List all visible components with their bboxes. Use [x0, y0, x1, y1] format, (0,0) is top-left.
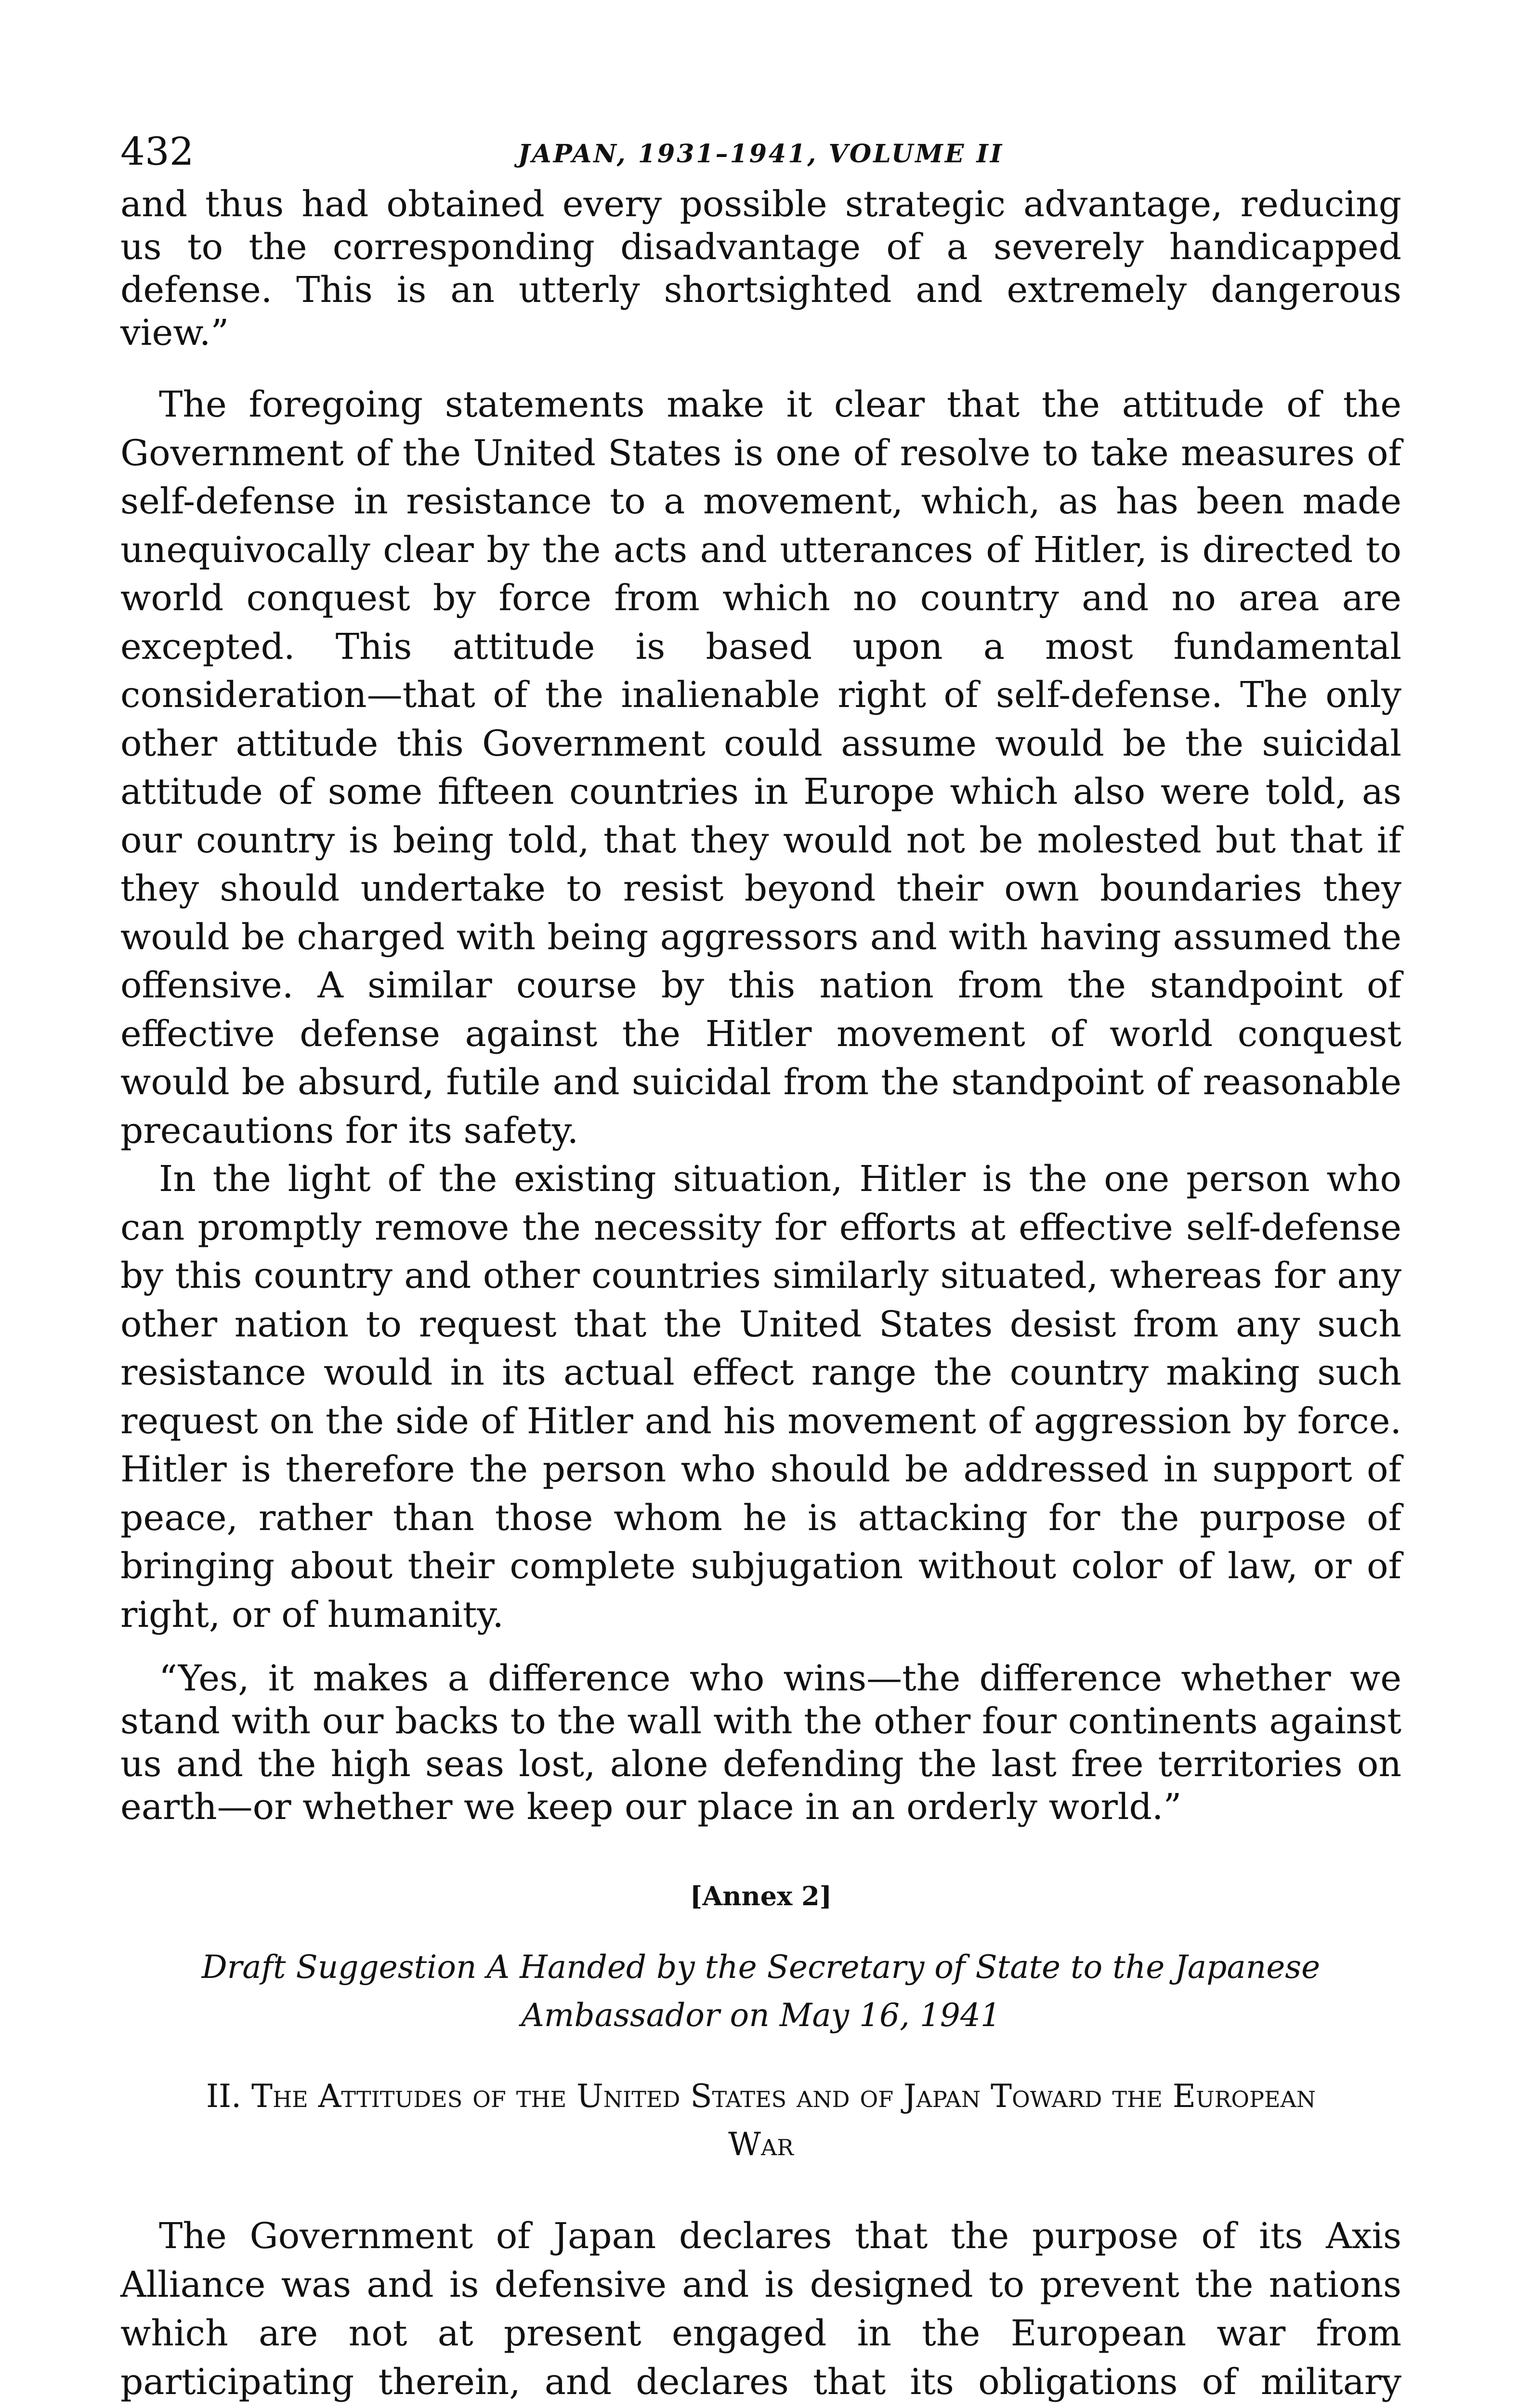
- section-title-text: The Attitudes of the United States and of Japan Toward the European War: [251, 2078, 1316, 2163]
- document-page: [120, 130, 1401, 2408]
- paragraph-axis-alliance: The Government of Japan declares that the purpose of its Axis Alliance was and is defensive and is designed to prevent the nations which are not at present engaged in the European war from participating therein, and declares that its obligations of military: [120, 2215, 1401, 2403]
- running-title: JAPAN, 1931–1941, VOLUME II: [518, 139, 1004, 169]
- page-number: 432: [120, 129, 194, 174]
- paragraph-foregoing: The foregoing statements make it clear that the attitude of the Government of the United States is one of resolve to take measures of self-defense in resistance to a movement, which, as has been made unequivocally clear by the acts and utterances of Hitler, is directed to world conquest by force from which no country and no area are excepted. This attitude is based upon a most fundamental consideration—that of the inalienable right of self-defense. The only other attitude this Government could assume would be the suicidal attitude of some fifteen countries in Europe which also were told, as our country is being told, that they would not be molested but that if they should undertake to resist beyond their own boundaries they would be charged with being aggressors and with having assumed the offensive. A similar course by this nation from the standpoint of effective defense against the Hitler movement of world conquest would be absurd, futile and suicidal from the standpoint of reasonable precautions for its safety.: [120, 384, 1401, 1152]
- annex-label: [Annex 2]: [690, 1881, 832, 1911]
- paragraph-light: In the light of the existing situation, Hitler is the one person who can promptly remove the necessity for efforts at effective self-defense by this country and other countries similarly situated, whereas for any other nation to request that the United States desist from any such resistance would in its actual effect range the country making such request on the side of Hitler and his movement of aggression by force. Hitler is therefore the person who should be addressed in support of peace, rather than those whom he is attacking for the purpose of bringing about their complete subjugation without color of law, or of right, or of humanity.: [120, 1158, 1401, 1636]
- quote-continuation: and thus had obtained every possible strategic advantage, reducing us to the corresponding disadvantage of a severely handicapped defense. This is an utterly shortsighted and extremely dangerous view.”: [120, 183, 1401, 353]
- section-number: II.: [206, 2078, 242, 2115]
- quote-yes: “Yes, it makes a difference who wins—the difference whether we stand with our backs to the wall with the other four continents against us and the high seas lost, alone defending the last free territories on earth—or whether we keep our place in an orderly world.”: [120, 1658, 1401, 1828]
- section-title: [178, 2072, 1344, 2169]
- page-header: [120, 130, 1401, 183]
- draft-title: Draft Suggestion A Handed by the Secretary of State to the Japanese Ambassador on May 16, 1941: [201, 1949, 1321, 2034]
